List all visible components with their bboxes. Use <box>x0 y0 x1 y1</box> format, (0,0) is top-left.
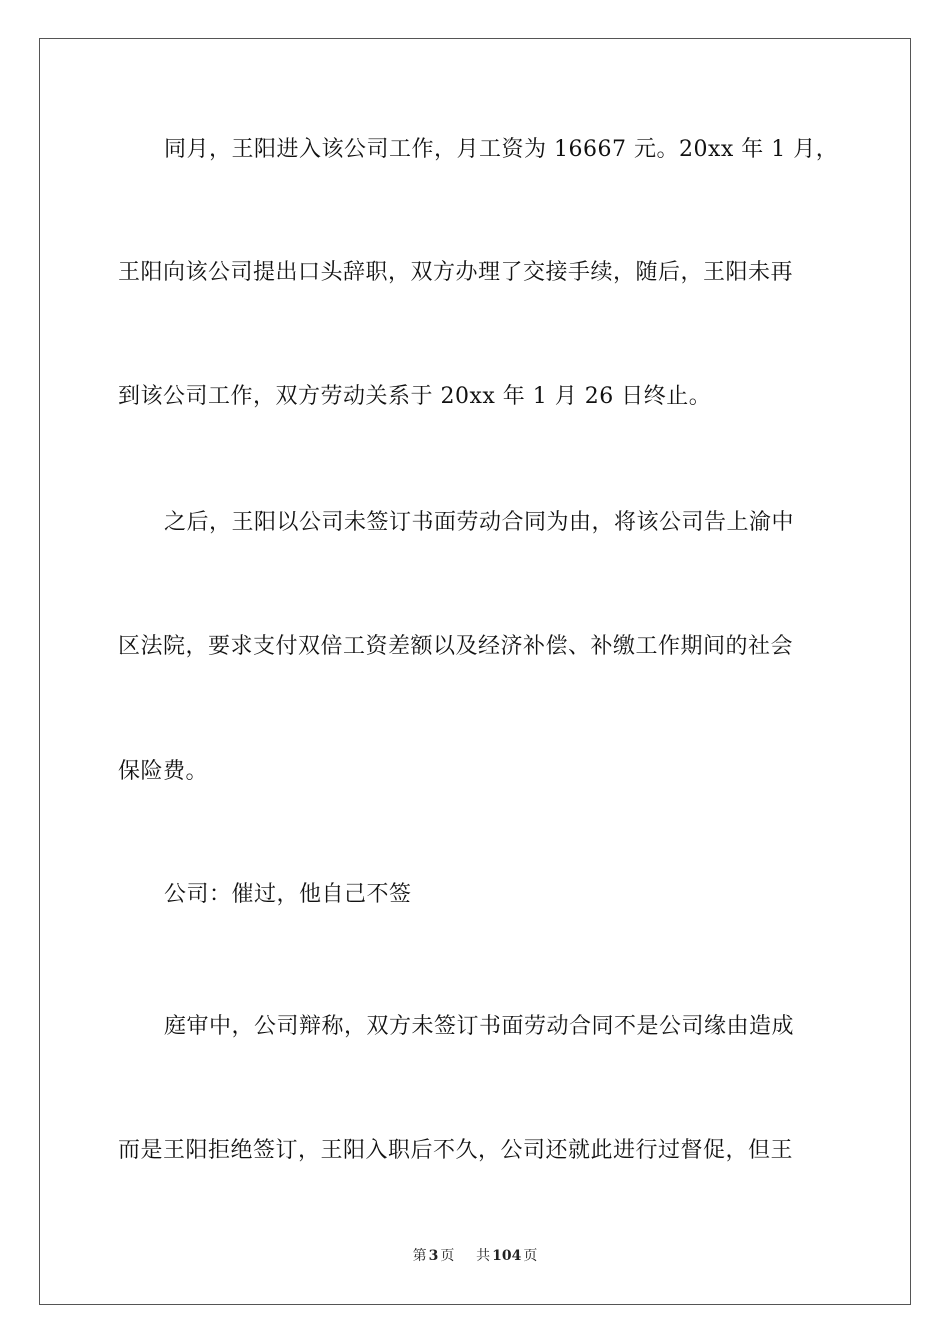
paragraph-line: 区法院，要求支付双倍工资差额以及经济补偿、补缴工作期间的社会 <box>118 634 794 659</box>
paragraph-line: 到该公司工作，双方劳动关系于 20xx 年 1 月 26 日终止。 <box>118 384 712 409</box>
paragraph-line: 之后，王阳以公司未签订书面劳动合同为由，将该公司告上渝中 <box>164 510 795 535</box>
total-pages: 104 <box>492 1248 522 1264</box>
paragraph-line: 而是王阳拒绝签订，王阳入职后不久，公司还就此进行过督促，但王 <box>118 1138 794 1163</box>
paragraph-line: 庭审中，公司辩称，双方未签订书面劳动合同不是公司缘由造成 <box>164 1014 795 1039</box>
page-number: 3 <box>428 1248 439 1264</box>
paragraph-line: 王阳向该公司提出口头辞职，双方办理了交接手续，随后，王阳未再 <box>118 260 794 285</box>
page-prefix: 第 <box>412 1248 427 1264</box>
page-suffix: 页 <box>440 1248 455 1264</box>
page-border <box>39 38 911 1305</box>
paragraph-line: 保险费。 <box>118 759 209 784</box>
paragraph-line: 同月，王阳进入该公司工作，月工资为 16667 元。20xx 年 1 月， <box>164 137 839 162</box>
total-suffix: 页 <box>523 1248 538 1264</box>
total-prefix: 共 <box>476 1248 491 1264</box>
page-footer <box>0 1245 950 1265</box>
section-heading: 公司：催过，他自己不签 <box>164 882 412 907</box>
